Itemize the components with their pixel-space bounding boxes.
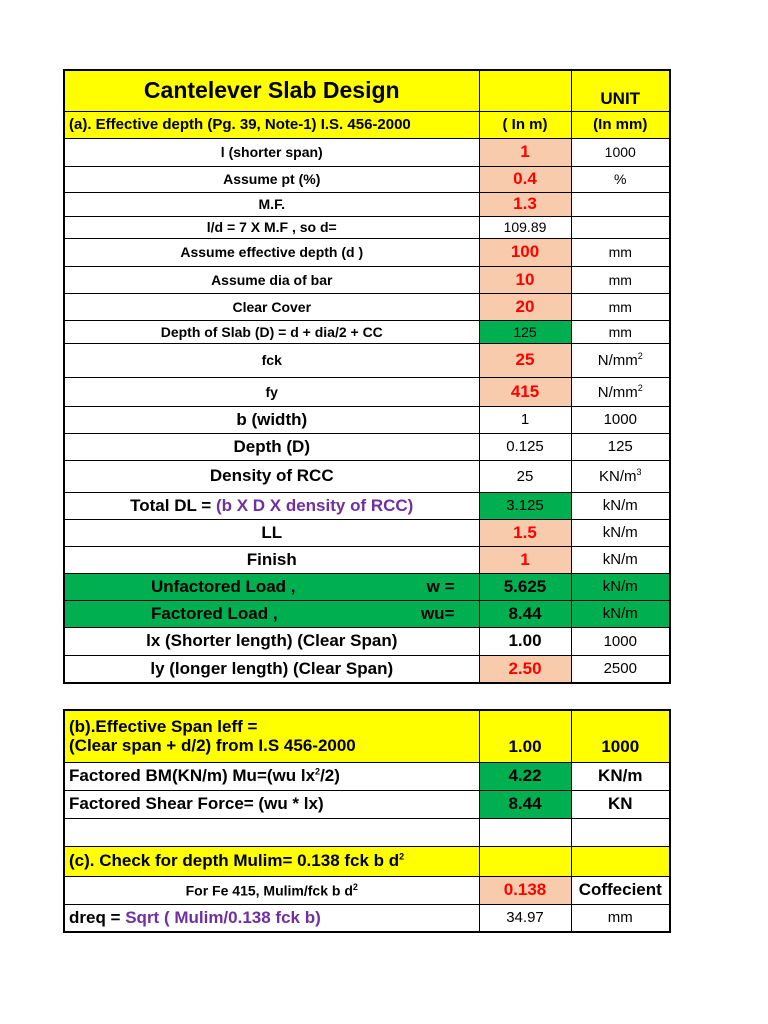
row-label[interactable]: Depth of Slab (D) = d + dia/2 + CC (64, 320, 479, 343)
section-bc-table (63, 709, 671, 933)
empty-cell[interactable] (479, 818, 571, 846)
row-label[interactable]: Assume effective depth (d ) (64, 238, 479, 266)
row-label[interactable]: Clear Cover (64, 293, 479, 320)
computed-value[interactable]: 1.00 (479, 627, 571, 655)
effective-span-m[interactable]: 1.00 (479, 710, 571, 762)
unit-cell[interactable]: 2500 (571, 655, 670, 683)
empty-cell[interactable] (64, 818, 479, 846)
unit-header[interactable]: UNIT (571, 70, 670, 111)
factored-sf-label[interactable]: Factored Shear Force= (wu * lx) (64, 790, 479, 818)
unfactored-load-value[interactable]: 5.625 (479, 573, 571, 600)
input-value[interactable]: 10 (479, 266, 571, 293)
unit-cell[interactable]: % (571, 166, 670, 192)
result-value[interactable]: 3.125 (479, 492, 571, 519)
unit-cell[interactable]: mm (571, 266, 670, 293)
factored-load-value[interactable]: 8.44 (479, 600, 571, 627)
input-value[interactable]: 20 (479, 293, 571, 320)
section-a-table (63, 69, 671, 684)
row-label[interactable]: ly (longer length) (Clear Span) (64, 655, 479, 683)
unit-cell[interactable]: $N/mm^2$ (571, 343, 670, 377)
section-c-title[interactable]: (c). Check for depth Mulim= 0.138 fck b $d^2$ (64, 846, 479, 876)
unfactored-load-label[interactable]: Unfactored Load , w = (64, 573, 479, 600)
input-value[interactable]: 1.3 (479, 192, 571, 216)
factored-bm-label[interactable]: Factored BM(KN/m) Mu=(wu $lx^2/2$) (64, 762, 479, 790)
unit-cell[interactable]: kN/m (571, 546, 670, 573)
section-b-title[interactable]: (b).Effective Span leff = (Clear span + d/2) from I.S 456-2000 (64, 710, 479, 762)
input-value[interactable]: 1.5 (479, 519, 571, 546)
input-value[interactable]: 100 (479, 238, 571, 266)
input-value[interactable]: 1 (479, 138, 571, 166)
unit-cell[interactable]: mm (571, 293, 670, 320)
unit-cell[interactable]: kN/m (571, 573, 670, 600)
unit-cell[interactable]: kN/m (571, 600, 670, 627)
dreq-value[interactable]: 34.97 (479, 904, 571, 932)
effective-span-mm[interactable]: 1000 (571, 710, 670, 762)
title-blank-cell[interactable] (479, 70, 571, 111)
input-value[interactable]: 1 (479, 546, 571, 573)
row-label[interactable]: Finish (64, 546, 479, 573)
unit-cell[interactable]: 1000 (571, 627, 670, 655)
coefficient-unit[interactable]: Coffecient (571, 876, 670, 904)
factored-bm-value[interactable]: 4.22 (479, 762, 571, 790)
unit-cell[interactable] (571, 216, 670, 238)
factored-load-label[interactable]: Factored Load , wu= (64, 600, 479, 627)
row-label[interactable]: b (width) (64, 406, 479, 433)
dreq-label[interactable]: dreq = Sqrt ( Mulim/0.138 fck b) (64, 904, 479, 932)
input-value[interactable]: 25 (479, 343, 571, 377)
computed-value[interactable]: 109.89 (479, 216, 571, 238)
factored-sf-value[interactable]: 8.44 (479, 790, 571, 818)
empty-cell[interactable] (571, 818, 670, 846)
unit-cell[interactable]: 1000 (571, 406, 670, 433)
row-label[interactable]: Assume pt (%) (64, 166, 479, 192)
row-label[interactable]: l/d = 7 X M.F , so d= (64, 216, 479, 238)
unit-cell[interactable]: $N/mm^2$ (571, 377, 670, 406)
coefficient-label[interactable]: For Fe 415, Mulim/fck b $d^2$ (64, 876, 479, 904)
input-value[interactable]: 415 (479, 377, 571, 406)
unit-cell[interactable]: $KN/m^3$ (571, 460, 670, 492)
computed-value[interactable]: 25 (479, 460, 571, 492)
col-header-m[interactable]: ( In m) (479, 111, 571, 138)
row-label[interactable]: Depth (D) (64, 433, 479, 460)
computed-value[interactable]: 1 (479, 406, 571, 433)
result-value[interactable]: 125 (479, 320, 571, 343)
row-label[interactable]: Density of RCC (64, 460, 479, 492)
section-c-blank[interactable] (571, 846, 670, 876)
factored-bm-unit[interactable]: KN/m (571, 762, 670, 790)
row-label[interactable]: LL (64, 519, 479, 546)
computed-value[interactable]: 0.125 (479, 433, 571, 460)
unit-cell[interactable]: 1000 (571, 138, 670, 166)
row-label[interactable]: Total DL = (b X D X density of RCC) (64, 492, 479, 519)
unit-cell[interactable]: mm (571, 320, 670, 343)
section-a-subheader[interactable]: (a). Effective depth (Pg. 39, Note-1) I.S. 456-2000 (64, 111, 479, 138)
section-c-blank[interactable] (479, 846, 571, 876)
col-header-mm[interactable]: (In mm) (571, 111, 670, 138)
input-value[interactable]: 2.50 (479, 655, 571, 683)
coefficient-value[interactable]: 0.138 (479, 876, 571, 904)
input-value[interactable]: 0.4 (479, 166, 571, 192)
row-label[interactable]: fck (64, 343, 479, 377)
unit-cell[interactable]: kN/m (571, 519, 670, 546)
row-label[interactable]: M.F. (64, 192, 479, 216)
dreq-unit[interactable]: mm (571, 904, 670, 932)
unit-cell[interactable] (571, 192, 670, 216)
sheet-title[interactable]: Cantelever Slab Design (64, 70, 479, 111)
row-label[interactable]: fy (64, 377, 479, 406)
unit-cell[interactable]: mm (571, 238, 670, 266)
unit-cell[interactable]: 125 (571, 433, 670, 460)
unit-cell[interactable]: kN/m (571, 492, 670, 519)
row-label[interactable]: lx (Shorter length) (Clear Span) (64, 627, 479, 655)
row-label[interactable]: l (shorter span) (64, 138, 479, 166)
factored-sf-unit[interactable]: KN (571, 790, 670, 818)
row-label[interactable]: Assume dia of bar (64, 266, 479, 293)
